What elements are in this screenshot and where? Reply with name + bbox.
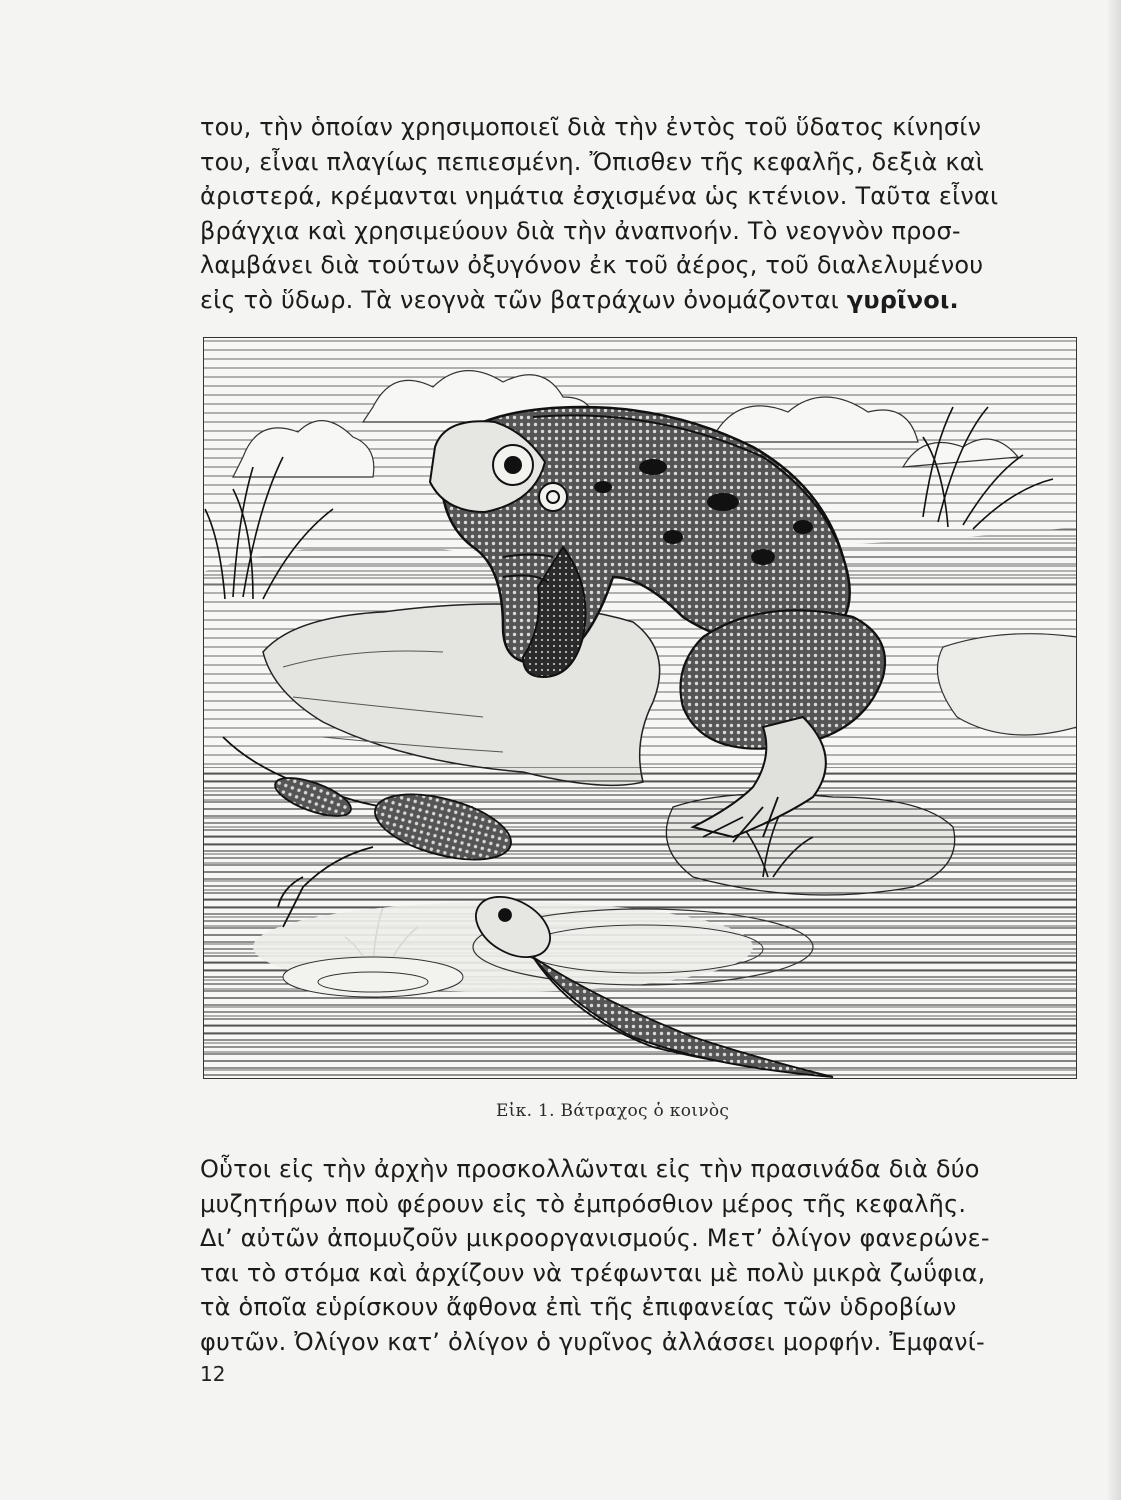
figure-caption: Εἰκ. 1. Βάτραχος ὁ κοινὸς: [496, 1101, 730, 1121]
text-line: φυτῶν. Ὀλίγον κατ’ ὀλίγον ὁ γυρῖνος ἀλλάσσει μορφήν. Ἐμφανί-: [200, 1327, 985, 1356]
text-line: τὰ ὁποῖα εὑρίσκουν ἄφθονα ἐπὶ τῆς ἐπιφανείας τῶν ὑδροβίων: [200, 1293, 957, 1321]
frog-illustration: [203, 337, 1077, 1079]
bold-term: γυρῖνοι.: [846, 285, 959, 314]
page-edge-shadow: [1108, 0, 1121, 1500]
text-line: του, τὴν ὁποίαν χρησιμοποιεῖ διὰ τὴν ἐντὸς τοῦ ὕδατος κίνησίν: [200, 113, 982, 141]
text-line: ἀριστερά, κρέμανται νημάτια ἐσχισμένα ὡς κτένιον. Ταῦτα εἶναι: [200, 182, 999, 210]
text-line: λαμβάνει διὰ τούτων ὀξυγόνον ἐκ τοῦ ἀέρος, τοῦ διαλελυμένου: [200, 251, 984, 279]
engraving-drawing: [203, 337, 1077, 1079]
text-line: μυζητήρων ποὺ φέρουν εἰς τὸ ἐμπρόσθιον μέρος τῆς κεφαλῆς.: [200, 1189, 967, 1218]
top-paragraph: [200, 110, 999, 317]
text-line-content: εἰς τὸ ὕδωρ. Τὰ νεογνὰ τῶν βατράχων ὀνομάζονται: [200, 285, 839, 314]
text-line: Οὗτοι εἰς τὴν ἀρχὴν προσκολλῶνται εἰς τὴν πρασινάδα διὰ δύο: [200, 1155, 980, 1183]
text-line: του, εἶναι πλαγίως πεπιεσμένη. Ὄπισθεν τῆς κεφαλῆς, δεξιὰ καὶ: [200, 147, 985, 176]
text-line: βράγχια καὶ χρησιμεύουν διὰ τὴν ἀναπνοήν. Τὸ νεογνὸν προσ-: [200, 216, 961, 245]
text-line: ται τὸ στόμα καὶ ἀρχίζουν νὰ τρέφωνται μὲ πολὺ μικρὰ ζωΰφια,: [200, 1258, 986, 1287]
text-line: Δι’ αὐτῶν ἀπομυζοῦν μικροοργανισμούς. Μετ’ ὀλίγον φανερώνε-: [200, 1224, 990, 1252]
bottom-paragraph: [200, 1152, 990, 1359]
page-number: 12: [200, 1362, 226, 1386]
text-line-last: [200, 283, 959, 318]
